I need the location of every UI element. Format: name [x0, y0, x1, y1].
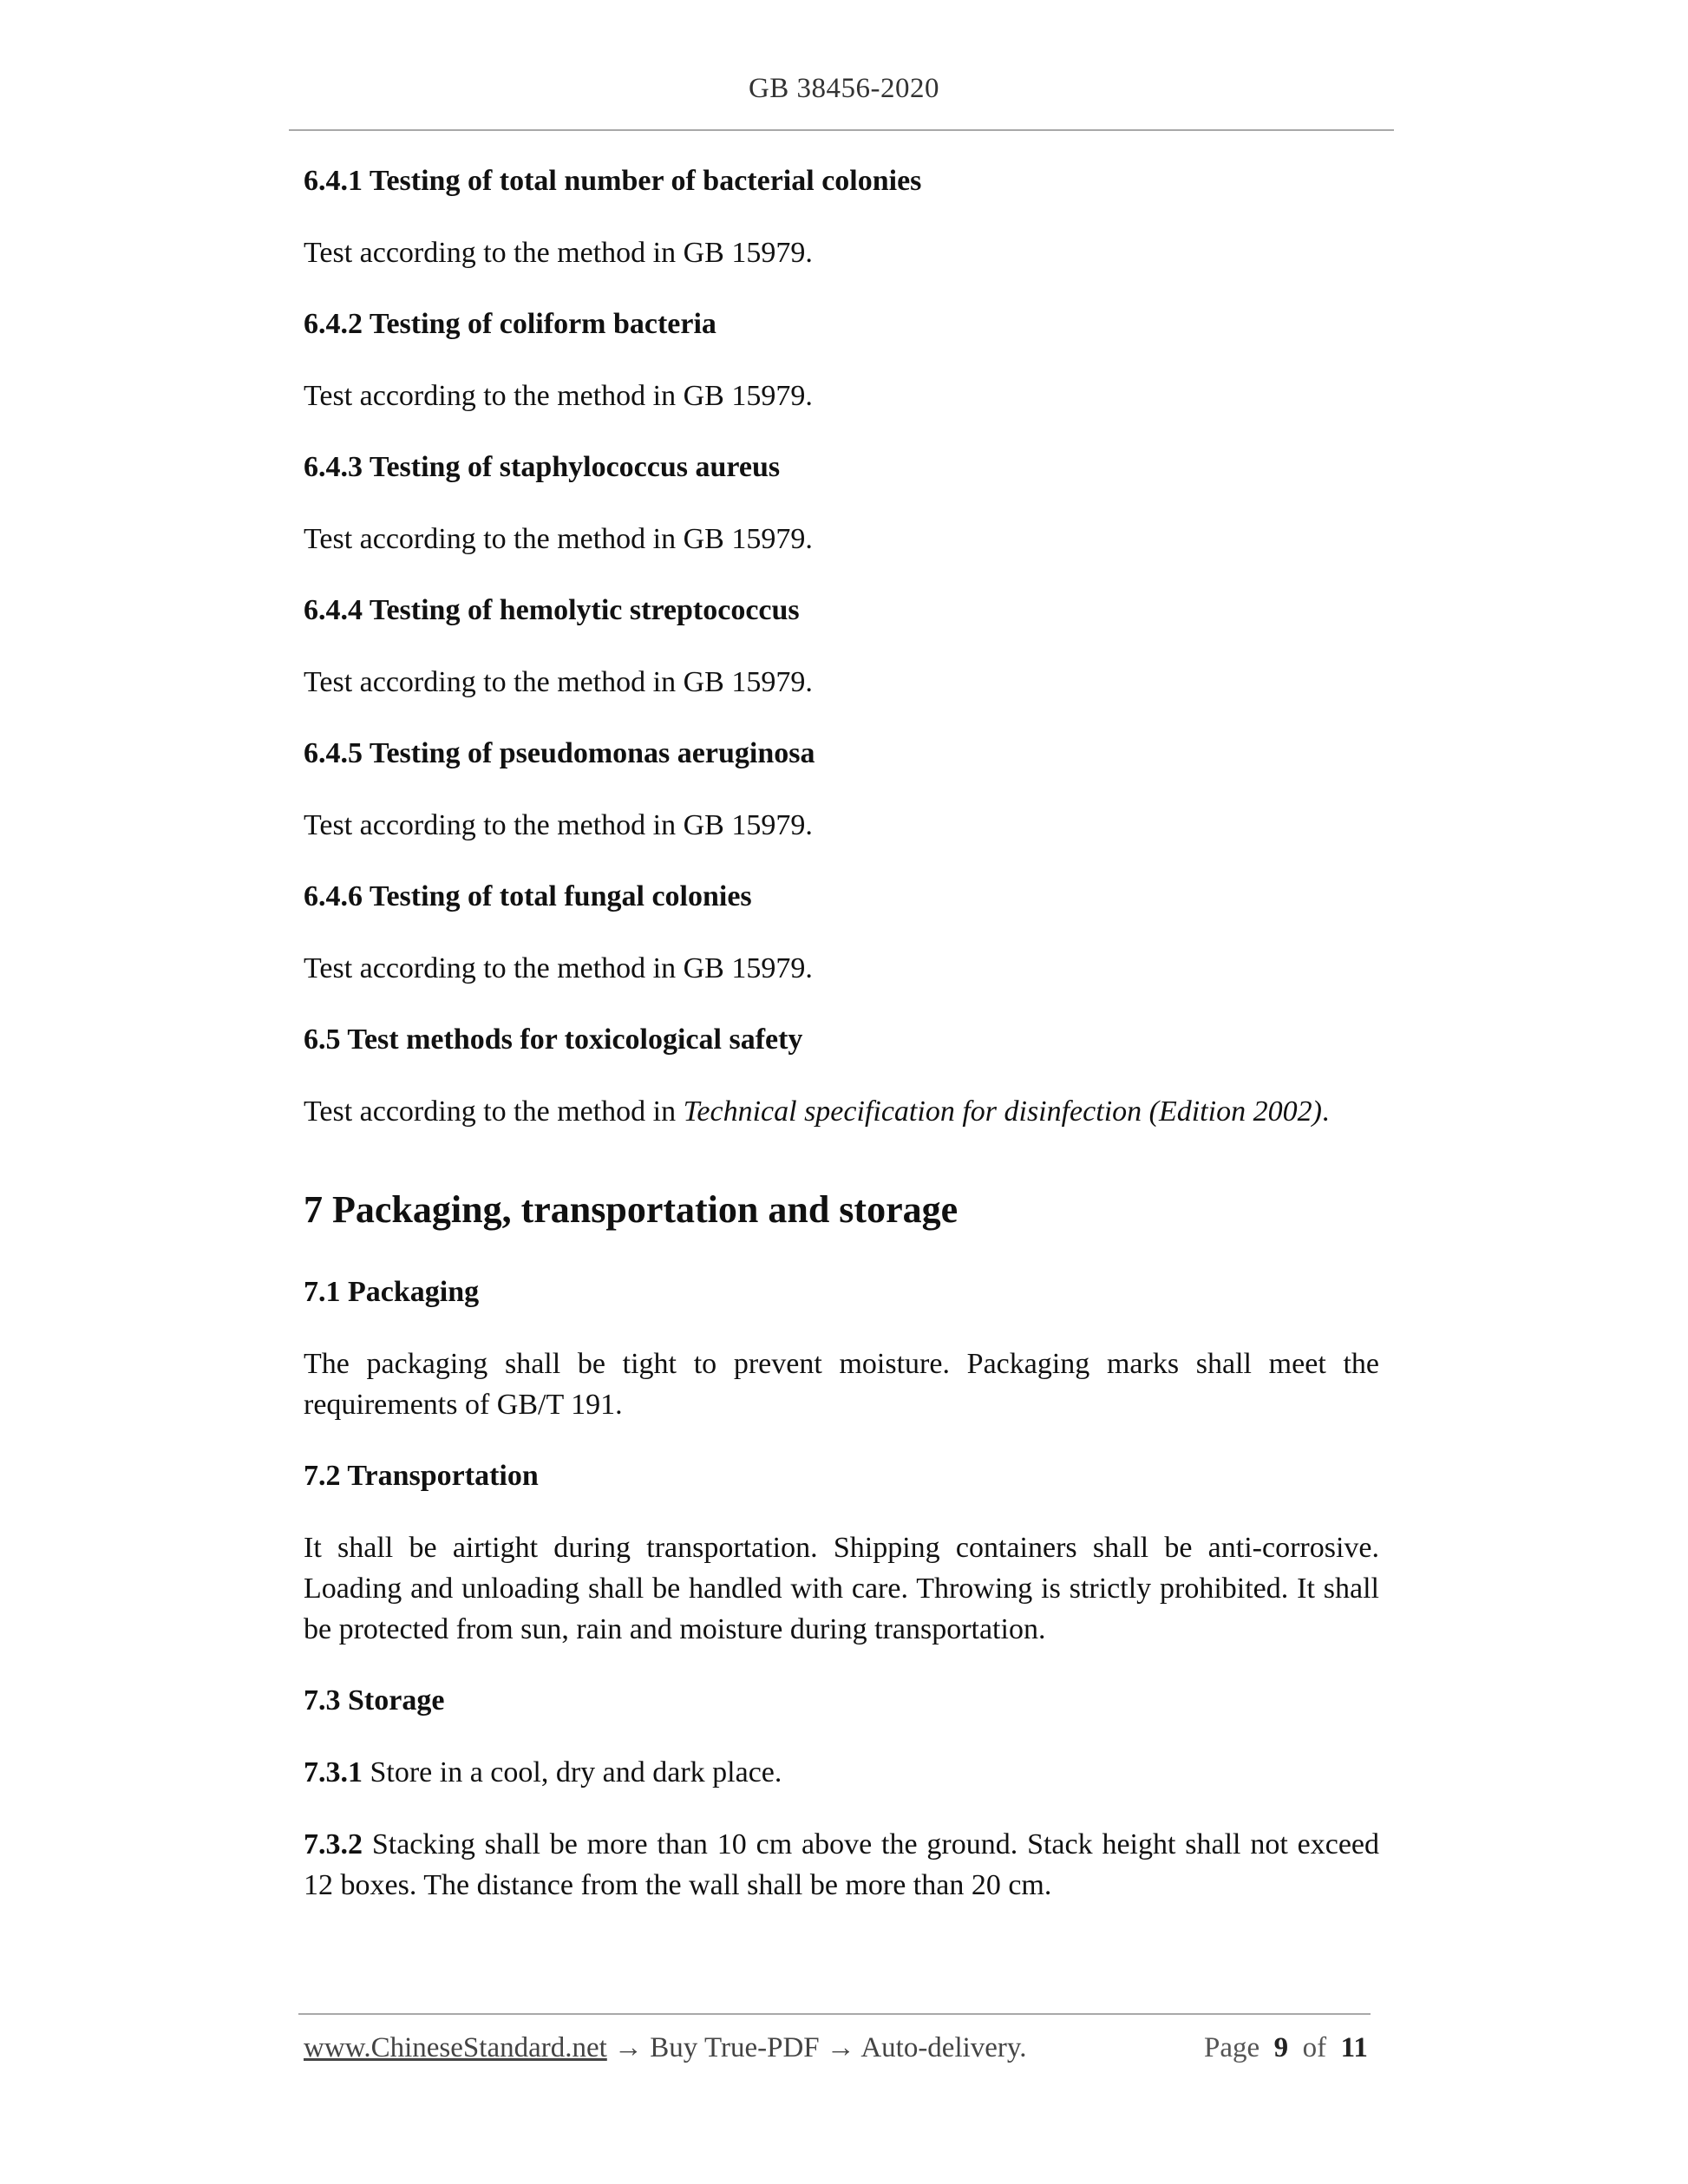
heading-7-3: 7.3 Storage [304, 1684, 445, 1716]
clause-text-7-3-1: Store in a cool, dry and dark place. [363, 1756, 782, 1788]
paragraph-6-4-1: Test according to the method in GB 15979. [304, 237, 813, 269]
paragraph-6-5-citation: Technical specification for disinfection (Edition 2002) [683, 1095, 1322, 1128]
heading-7-2: 7.2 Transportation [304, 1460, 539, 1492]
paragraph-7-3-2 [304, 1824, 1379, 1906]
clause-number-7-3-1: 7.3.1 [304, 1756, 363, 1788]
paragraph-6-4-3: Test according to the method in GB 15979. [304, 523, 813, 555]
heading-6-4-4: 6.4.4 Testing of hemolytic streptococcus [304, 594, 800, 626]
footer-website-link[interactable]: www.ChineseStandard.net [304, 2032, 607, 2063]
page-number: 9 [1273, 2032, 1289, 2063]
paragraph-6-4-5: Test according to the method in GB 15979. [304, 809, 813, 841]
clause-text-7-3-2: Stacking shall be more than 10 cm above the ground. Stack height shall not exceed 12 boxes. The distance from the wall shall be more than 20 cm. [304, 1828, 1379, 1901]
paragraph-6-4-6: Test according to the method in GB 15979. [304, 952, 813, 984]
paragraph-6-4-2: Test according to the method in GB 15979. [304, 380, 813, 412]
page-label: Page [1204, 2032, 1260, 2063]
footer-buy-text: Buy True-PDF [650, 2032, 820, 2063]
clause-number-7-3-2: 7.3.2 [304, 1828, 363, 1860]
heading-7-1: 7.1 Packaging [304, 1276, 480, 1308]
footer-arrow-1: → [606, 2032, 651, 2063]
paragraph-6-5 [304, 1091, 1379, 1132]
footer-divider [298, 2013, 1371, 2015]
paragraph-6-5-prefix: Test according to the method in [304, 1095, 684, 1128]
paragraph-7-2: It shall be airtight during transportation. Shipping containers shall be anti-corrosive. Loading and unloading shall be handled with care. Throwing is strictly prohibited. It shall be protected from sun, rain and moisture during transportation. [304, 1532, 1379, 1645]
heading-6-5: 6.5 Test methods for toxicological safety [304, 1023, 803, 1056]
heading-6-4-6: 6.4.6 Testing of total fungal colonies [304, 880, 752, 912]
of-label: of [1302, 2032, 1327, 2063]
footer-page-indicator [1204, 2032, 1368, 2064]
footer-promo [304, 2032, 1027, 2064]
heading-6-4-1: 6.4.1 Testing of total number of bacterial colonies [304, 165, 922, 197]
paragraph-7-1: The packaging shall be tight to prevent moisture. Packaging marks shall meet the requirements of GB/T 191. [304, 1348, 1379, 1421]
header-standard-code: GB 38456-2020 [748, 73, 940, 104]
heading-6-4-3: 6.4.3 Testing of staphylococcus aureus [304, 451, 781, 483]
paragraph-6-4-4: Test according to the method in GB 15979. [304, 666, 813, 698]
header-divider [289, 129, 1394, 131]
heading-section-7: 7 Packaging, transportation and storage [304, 1188, 958, 1231]
page-content [304, 161, 1379, 1906]
paragraph-7-3-1 [304, 1752, 1379, 1793]
heading-6-4-2: 6.4.2 Testing of coliform bacteria [304, 308, 716, 340]
footer-delivery-text: Auto-delivery. [860, 2032, 1027, 2063]
footer-arrow-2: → [819, 2032, 861, 2063]
page-total: 11 [1340, 2032, 1368, 2063]
heading-6-4-5: 6.4.5 Testing of pseudomonas aeruginosa [304, 737, 815, 769]
paragraph-6-5-suffix: . [1321, 1095, 1330, 1128]
